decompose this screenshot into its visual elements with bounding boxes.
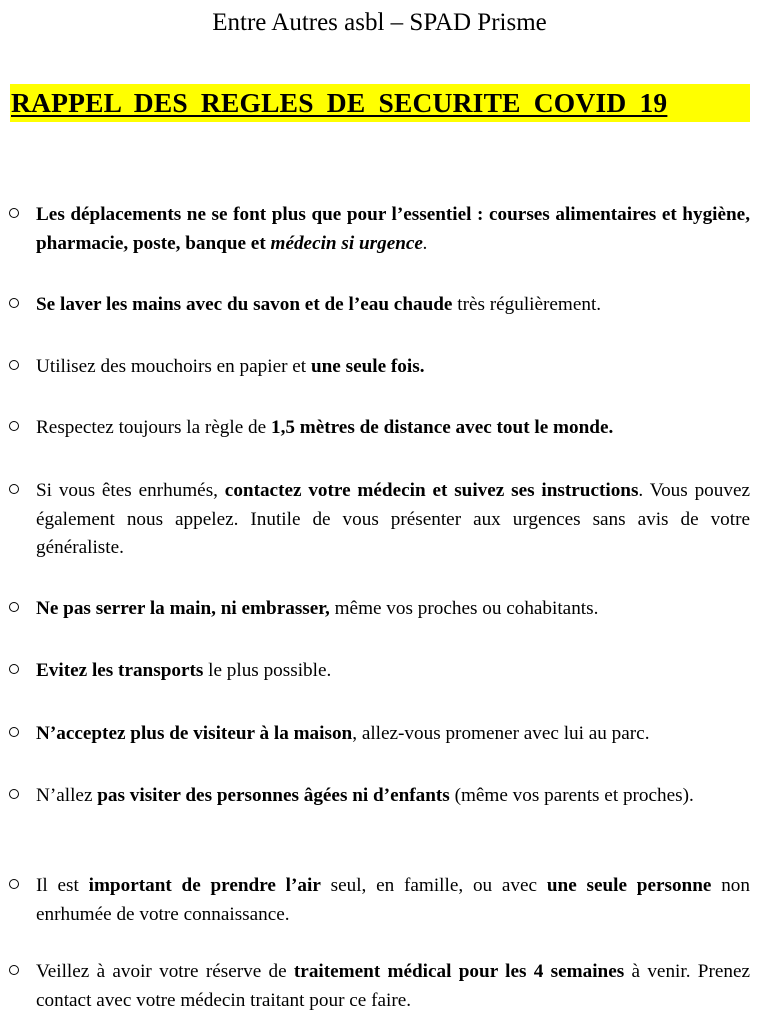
rule-text xyxy=(36,657,750,686)
rule-segment: . xyxy=(422,232,428,254)
rule-segment: N’acceptez plus de visiteur à la maison xyxy=(36,723,353,744)
rule-segment xyxy=(271,233,423,254)
page-title: RAPPEL DES REGLES DE SECURITE COVID 19 xyxy=(10,84,750,122)
rule-text xyxy=(36,477,750,563)
rule-text xyxy=(36,414,750,443)
rule-segment: important de prendre l’air xyxy=(88,875,321,896)
hollow-circle-bullet-icon xyxy=(9,421,19,431)
rule-text xyxy=(36,291,750,320)
document-header: Entre Autres asbl – SPAD Prisme xyxy=(212,9,547,36)
rule-segment: Se laver les mains avec du savon et de l’eau chaude xyxy=(36,294,453,315)
rule-segment: Evitez les transports xyxy=(36,660,204,681)
rule-segment: traitement médical pour les 4 semaines xyxy=(293,961,625,982)
rule-text xyxy=(36,958,750,1015)
rule-segment: contactez votre médecin et suivez ses instructions xyxy=(224,480,639,501)
rule-segment: N’allez xyxy=(36,785,98,806)
rule-text xyxy=(36,872,750,929)
hollow-circle-bullet-icon xyxy=(9,879,19,889)
rule-segment: pas visiter des personnes âgées ni d’enfants xyxy=(97,785,450,806)
rule-segment: , allez-vous promener avec lui au parc. xyxy=(352,723,650,744)
rule-segment: Respectez toujours la règle de xyxy=(36,417,271,438)
rule-text xyxy=(36,353,750,382)
rule-text xyxy=(36,201,750,258)
rule-segment: Veillez à avoir votre réserve de xyxy=(36,961,294,982)
rule-segment: seul, en famille, ou avec xyxy=(320,875,547,896)
rule-text xyxy=(36,782,750,811)
rule-segment: non enrhumée de votre connaissance. xyxy=(36,875,750,925)
hollow-circle-bullet-icon xyxy=(9,664,19,674)
hollow-circle-bullet-icon xyxy=(9,298,19,308)
rule-segment: Il est xyxy=(36,875,89,896)
rule-segment: Ne pas serrer la main, ni embrasser, xyxy=(36,598,330,619)
rule-segment: une seule personne xyxy=(546,875,712,896)
hollow-circle-bullet-icon xyxy=(9,789,19,799)
rule-text xyxy=(36,720,750,749)
rule-segment: médecin si urgence xyxy=(270,232,423,254)
rule-segment: une seule fois. xyxy=(310,356,425,377)
rule-segment: très régulièrement. xyxy=(452,294,602,315)
rule-segment: le plus possible. xyxy=(203,660,332,681)
rule-text xyxy=(36,595,750,624)
hollow-circle-bullet-icon xyxy=(9,727,19,737)
hollow-circle-bullet-icon xyxy=(9,602,19,612)
title-block xyxy=(10,84,750,122)
rule-segment: à venir. Prenez contact avec votre médecin traitant pour ce faire. xyxy=(36,961,750,1011)
rule-segment: 1,5 mètres de distance avec tout le monde. xyxy=(270,417,614,438)
hollow-circle-bullet-icon xyxy=(9,484,19,494)
rule-segment: . Vous pouvez également nous appelez. Inutile de vous présenter aux urgences sans avis de votre généraliste. xyxy=(36,480,750,558)
rule-segment: même vos proches ou cohabitants. xyxy=(329,598,599,619)
rule-segment: Utilisez des mouchoirs en papier et xyxy=(36,356,311,377)
hollow-circle-bullet-icon xyxy=(9,208,19,218)
hollow-circle-bullet-icon xyxy=(9,965,19,975)
rule-segment: Si vous êtes enrhumés, xyxy=(36,480,225,501)
rule-segment: Les déplacements ne se font plus que pour l’essentiel : courses alimentaires et hygiène, pharmacie, poste, banque et xyxy=(36,204,750,254)
hollow-circle-bullet-icon xyxy=(9,360,19,370)
rule-segment: (même vos parents et proches). xyxy=(449,785,694,806)
